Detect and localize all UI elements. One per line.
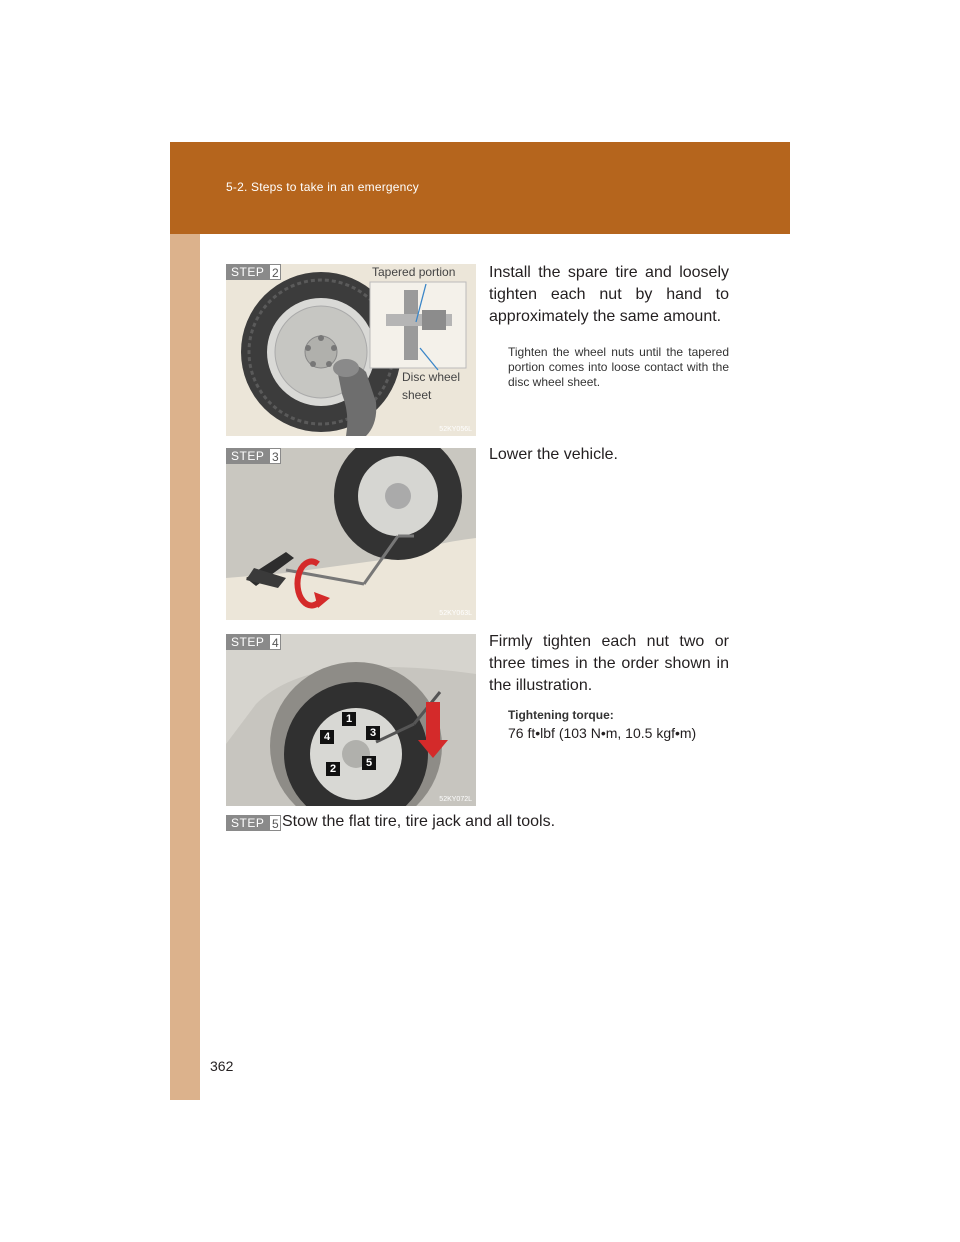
step-5-tag <box>226 815 281 831</box>
step-2-tag <box>226 264 281 280</box>
step-label: STEP <box>226 448 269 464</box>
image-code: 52KY072L <box>439 796 472 803</box>
nut-order-badge: 3 <box>366 726 380 740</box>
nut-order-badge: 4 <box>320 730 334 744</box>
image-code: 52KY063L <box>439 610 472 617</box>
torque-value: 76 ft•lbf (103 N•m, 10.5 kgf•m) <box>508 725 697 741</box>
step-number: 3 <box>269 448 281 464</box>
lower-vehicle-drawing <box>226 448 476 620</box>
step-4-tag <box>226 634 281 650</box>
step-number: 5 <box>269 815 281 831</box>
side-color-strip <box>170 142 200 1100</box>
step-2-note: Tighten the wheel nuts until the tapered portion comes into loose contact with the disc wheel sheet. <box>508 345 729 389</box>
step-5-instruction: Stow the flat tire, tire jack and all tools. <box>282 813 556 830</box>
step-label: STEP <box>226 264 269 280</box>
callout-disc-wheel: Disc wheel <box>402 370 461 384</box>
step-3-instruction: Lower the vehicle. <box>489 446 618 463</box>
step-label: STEP <box>226 634 269 650</box>
callout-sheet: sheet <box>402 388 432 402</box>
step-3-illustration <box>226 448 476 620</box>
step-number: 2 <box>269 264 281 280</box>
step-label: STEP <box>226 815 269 831</box>
callout-tapered-portion: Tapered portion <box>372 265 456 279</box>
image-code: 52KY056L <box>439 426 472 433</box>
step-4-instruction: Firmly tighten each nut two or three times in the order shown in the illustration. <box>489 633 729 694</box>
step-3-tag <box>226 448 281 464</box>
nut-order-badge: 2 <box>326 762 340 776</box>
page-number: 362 <box>210 1058 234 1074</box>
step-4-illustration <box>226 634 476 806</box>
nut-order-badge: 5 <box>362 756 376 770</box>
step-2-instruction: Install the spare tire and loosely tighten each nut by hand to approximately the same amount. <box>489 264 729 325</box>
spare-tire-drawing <box>226 264 476 436</box>
nut-order-badge: 1 <box>342 712 356 726</box>
step-2-illustration <box>226 264 476 436</box>
section-title: 5-2. Steps to take in an emergency <box>226 180 419 194</box>
torque-label: Tightening torque: <box>508 708 614 722</box>
step-number: 4 <box>269 634 281 650</box>
